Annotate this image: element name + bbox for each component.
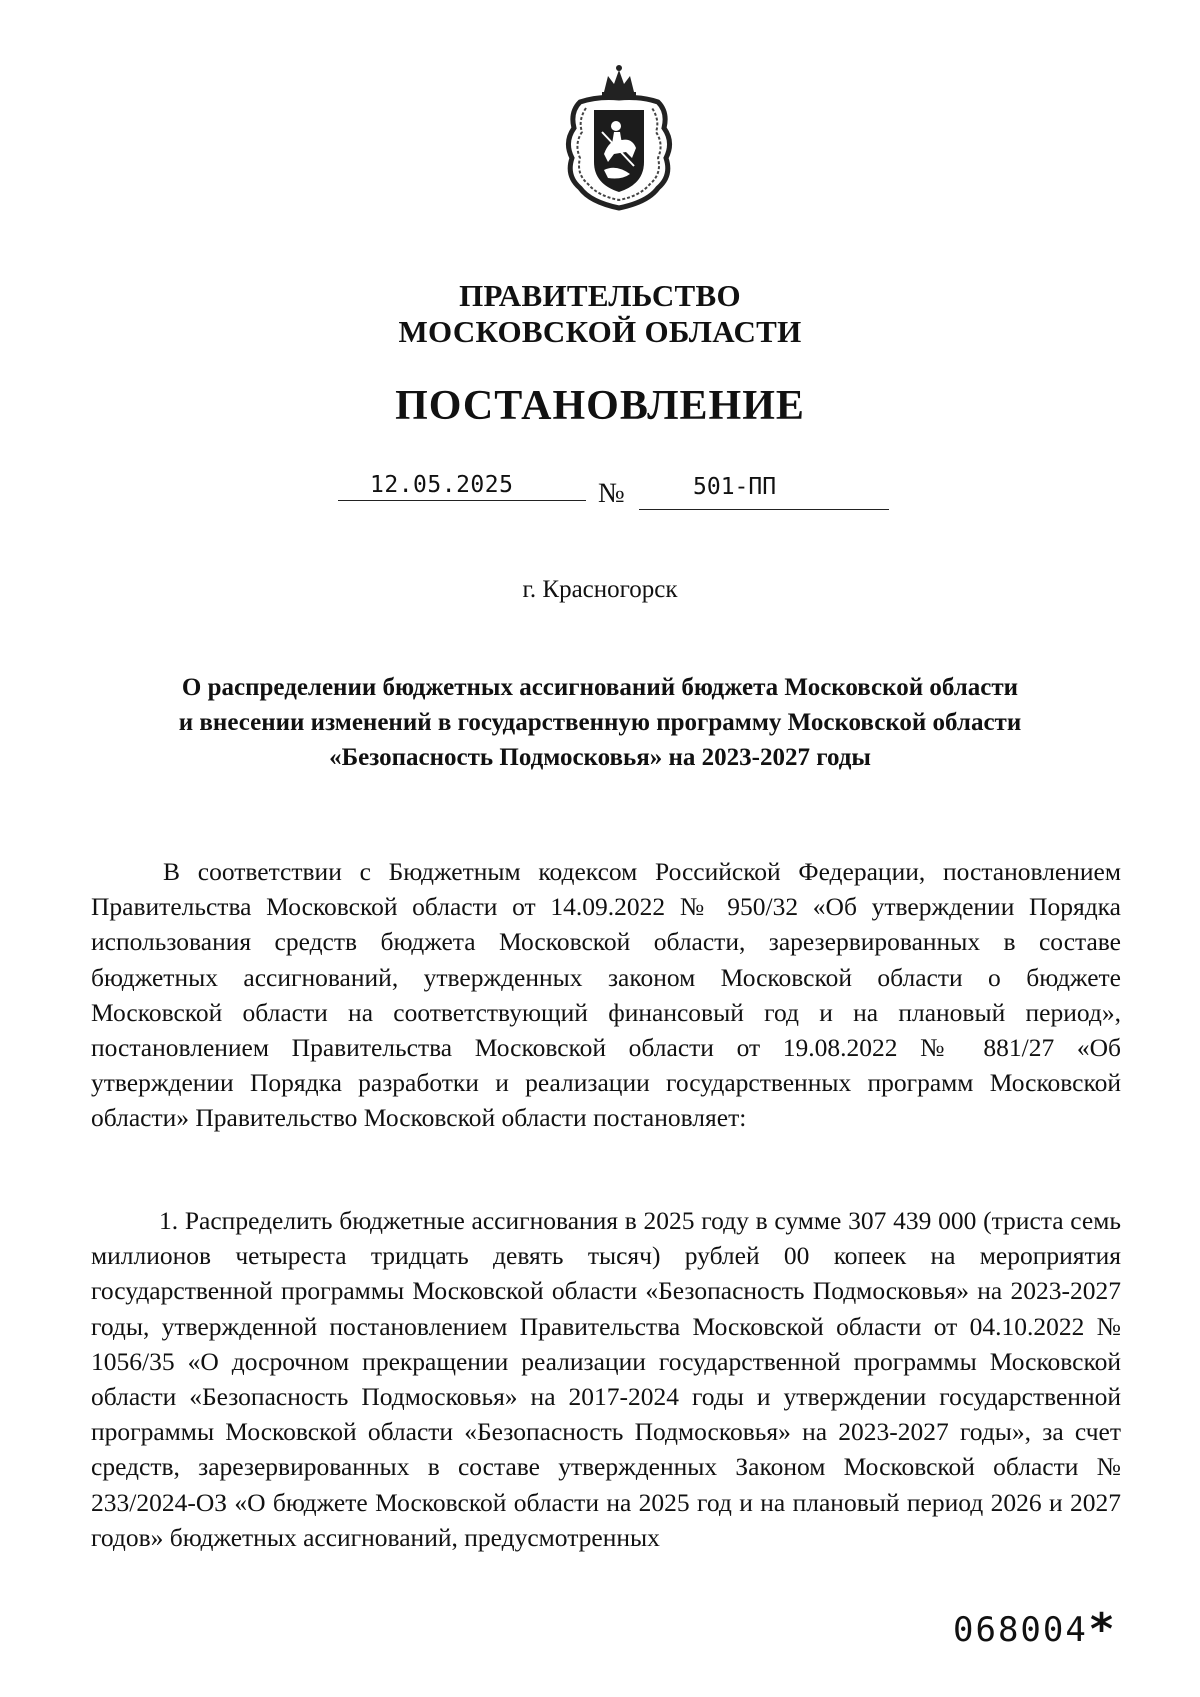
title-line-1: О распределении бюджетных ассигнований бюджета Московской области [181, 674, 1019, 701]
place-of-issue: г. Красногорск [522, 576, 678, 603]
serial-number: 068004 [953, 1610, 1088, 1650]
document-title [110, 670, 1090, 775]
date-underline [338, 500, 586, 501]
number-underline [639, 509, 889, 510]
preamble-paragraph: В соответствии с Бюджетным кодексом Российской Федерации, постановлением Правительства Московской области от 14.09.2022 № 950/32 «Об утверждении Порядка использования средств бюджета Московской области, зарезервированных в составе бюджетных ассигнований, утвержденных законом Московской области о бюджете Московской области на соответствующий финансовый год и на плановый период», постановлением Правительства Московской области от 19.08.2022 № 881/27 «Об утверждении Порядка разработки и реализации государственных программ Московской области» Правительство Московской области постановляет: [91, 857, 1121, 1133]
clause-1-paragraph: 1. Распределить бюджетные ассигнования в 2025 году в сумме 307 439 000 (триста семь миллионов четыреста тридцать девять тысяч) рублей 00 копеек на мероприятия государственной программы Московской области «Безопасность Подмосковья» на 2023-2027 годы, утвержденной постановлением Правительства Московской области от 04.10.2022 № 1056/35 «О досрочном прекращении реализации государственной программы Московской области «Безопасность Подмосковья» на 2017-2024 годы и утверждении государственной программы Московской области «Безопасность Подмосковья» на 2023-2027 годы», за счет средств, зарезервированных в составе утвержденных Законом Московской области № 233/2024-ОЗ «О бюджете Московской области на 2025 год и на плановый период 2026 и 2027 годов» бюджетных ассигнований, предусмотренных [91, 1206, 1121, 1552]
document-date: 12.05.2025 [370, 472, 514, 498]
number-sign: № [598, 478, 625, 509]
title-line-3: «Безопасность Подмосковья» на 2023-2027 годы [329, 744, 871, 771]
title-line-2: и внесении изменений в государственную программу Московской области [178, 709, 1022, 736]
serial-mark: * [1090, 1604, 1114, 1655]
authority-line-1: ПРАВИТЕЛЬСТВО [459, 278, 741, 313]
document-number: 501-ПП [693, 474, 777, 500]
document-type: ПОСТАНОВЛЕНИЕ [395, 383, 805, 429]
issuing-authority [0, 278, 1200, 350]
authority-line-2: МОСКОВСКОЙ ОБЛАСТИ [398, 314, 802, 349]
coat-of-arms-icon [560, 62, 678, 212]
